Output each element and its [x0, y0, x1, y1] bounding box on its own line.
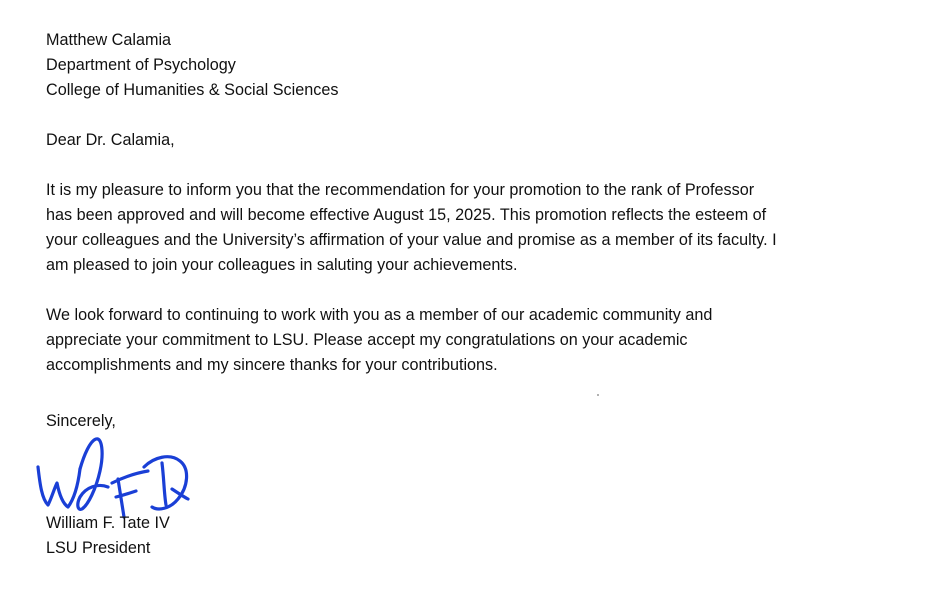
paragraph-promotion [46, 178, 916, 278]
paragraph-line: your colleagues and the University’s affirmation of your value and promise as a member of its faculty. I [46, 231, 777, 249]
paragraph-line: has been approved and will become effective August 15, 2025. This promotion reflects the esteem of [46, 206, 767, 224]
signature-block [46, 409, 346, 569]
salutation: Dear Dr. Calamia, [46, 131, 175, 149]
scan-speck [597, 394, 599, 396]
recipient-address [46, 28, 916, 103]
recipient-department: Department of Psychology [46, 56, 236, 74]
paragraph-line: am pleased to join your colleagues in saluting your achievements. [46, 256, 518, 274]
signer-name: William F. Tate IV [46, 514, 170, 532]
paragraph-line: We look forward to continuing to work with you as a member of our academic community and [46, 306, 713, 324]
signer-title: LSU President [46, 539, 151, 557]
letter-body [46, 28, 916, 378]
paragraph-thanks [46, 303, 916, 378]
paragraph-line: appreciate your commitment to LSU. Please accept my congratulations on your academic [46, 331, 688, 349]
closing: Sincerely, [46, 412, 116, 430]
recipient-name: Matthew Calamia [46, 31, 172, 49]
paragraph-line: It is my pleasure to inform you that the recommendation for your promotion to the rank of Professor [46, 181, 755, 199]
recipient-college: College of Humanities & Social Sciences [46, 81, 339, 99]
paragraph-line: accomplishments and my sincere thanks for your contributions. [46, 356, 498, 374]
